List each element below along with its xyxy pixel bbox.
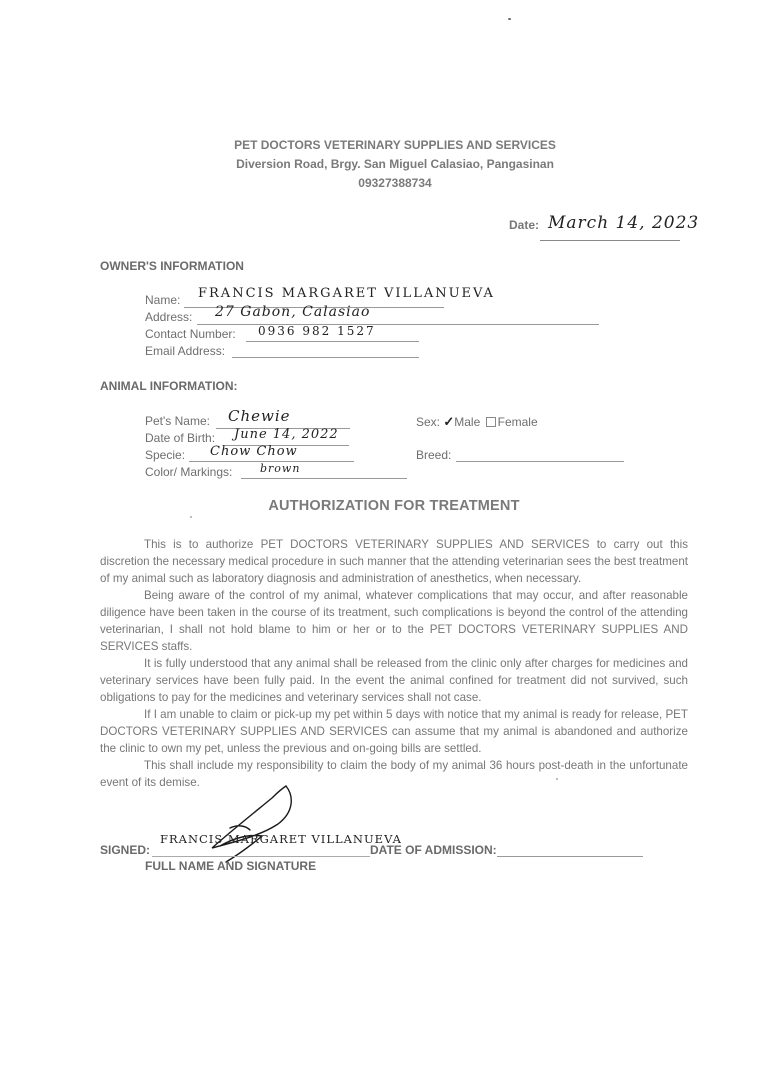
checkbox-icon[interactable]	[486, 417, 496, 427]
sex-option-female[interactable]: Female	[497, 415, 538, 429]
signed-label: SIGNED:	[100, 843, 151, 857]
authorization-title: AUTHORIZATION FOR TREATMENT	[268, 498, 520, 514]
date-label: Date:	[509, 218, 540, 232]
sex-label: Sex:	[416, 415, 441, 429]
owner-address-field[interactable]: 27 Gabon, Calasiao	[215, 304, 371, 320]
contact-number-label: Contact Number:	[145, 327, 236, 341]
breed-field[interactable]	[456, 461, 624, 462]
dob-field[interactable]: June 14, 2022	[234, 427, 339, 442]
email-field[interactable]	[232, 357, 419, 358]
pet-name-field[interactable]: Chewie	[228, 407, 291, 425]
signed-name-field[interactable]: FRANCIS MARGARET VILLANUEVA	[160, 832, 402, 846]
authorization-paragraph: This shall include my responsibility to claim the body of my animal 36 hours post-death in the unfortunate event of its demise.	[100, 759, 688, 789]
letterhead	[0, 136, 762, 193]
dob-label: Date of Birth:	[145, 431, 216, 445]
sex-option-male[interactable]: Male	[454, 415, 481, 429]
admission-date-field[interactable]	[497, 856, 643, 857]
color-markings-field[interactable]: brown	[260, 462, 301, 475]
owner-name-label: Name:	[145, 293, 181, 307]
contact-number-field[interactable]: 0936 982 1527	[258, 324, 376, 338]
color-markings-line	[241, 478, 407, 479]
authorization-paragraph: Being aware of the control of my animal, whatever complications that may occur, and after reasonable diligence have been taken in the course of its treatment, such complications is beyond the control of the attending veterinarian, I shall not hold blame to him or her or to the PET DOCTORS VETERINARY SUPPLIES AND SERVICES staffs.	[100, 589, 688, 653]
owner-section-title: OWNER'S INFORMATION	[100, 259, 244, 273]
pet-name-label: Pet's Name:	[145, 414, 210, 428]
company-address: Diversion Road, Brgy. San Miguel Calasiao, Pangasinan	[236, 157, 554, 171]
handwritten-signature	[190, 776, 320, 866]
authorization-paragraph: It is fully understood that any animal shall be released from the clinic only after charges for medicines and veterinary services have been fully paid. In the event the animal confined for treatment did not survived, such obligations to pay for the medicines and veterinary services shall not case.	[100, 657, 688, 704]
specie-label: Specie:	[145, 448, 186, 462]
admission-date-label: DATE OF ADMISSION:	[370, 843, 497, 857]
breed-label: Breed:	[416, 448, 452, 462]
full-name-signature-label: FULL NAME AND SIGNATURE	[145, 859, 317, 873]
date-underline	[540, 240, 680, 241]
color-markings-label: Color/ Markings:	[145, 465, 233, 479]
owner-name-field[interactable]: FRANCIS MARGARET VILLANUEVA	[198, 286, 495, 301]
authorization-paragraph: This is to authorize PET DOCTORS VETERINARY SUPPLIES AND SERVICES to carry out this discretion the necessary medical procedure in such manner that the attending veterinarian sees the best treatment of my animal such as laboratory diagnosis and administration of anesthetics, when necessary.	[100, 538, 688, 585]
authorization-body	[100, 536, 688, 791]
company-name: PET DOCTORS VETERINARY SUPPLIES AND SERVICES	[234, 138, 556, 152]
check-mark-icon: ✓	[443, 414, 455, 429]
email-label: Email Address:	[145, 344, 226, 358]
scan-speck	[508, 18, 511, 20]
authorization-paragraph: If I am unable to claim or pick-up my pet within 5 days with notice that my animal is ready for release, PET DOCTORS VETERINARY SUPPLIES AND SERVICES can assume that my animal is abandoned and authorize the clinic to own my pet, unless the previous and on-going bills are settled.	[100, 708, 688, 755]
signed-line	[152, 856, 370, 857]
owner-address-label: Address:	[145, 310, 193, 324]
scan-speck	[190, 516, 192, 518]
animal-section-title: ANIMAL INFORMATION:	[100, 379, 238, 393]
sex-field	[416, 414, 538, 430]
date-value[interactable]: March 14, 2023	[548, 213, 700, 233]
company-phone: 09327388734	[358, 176, 432, 190]
specie-field[interactable]: Chow Chow	[210, 444, 298, 459]
contact-number-line	[246, 341, 419, 342]
